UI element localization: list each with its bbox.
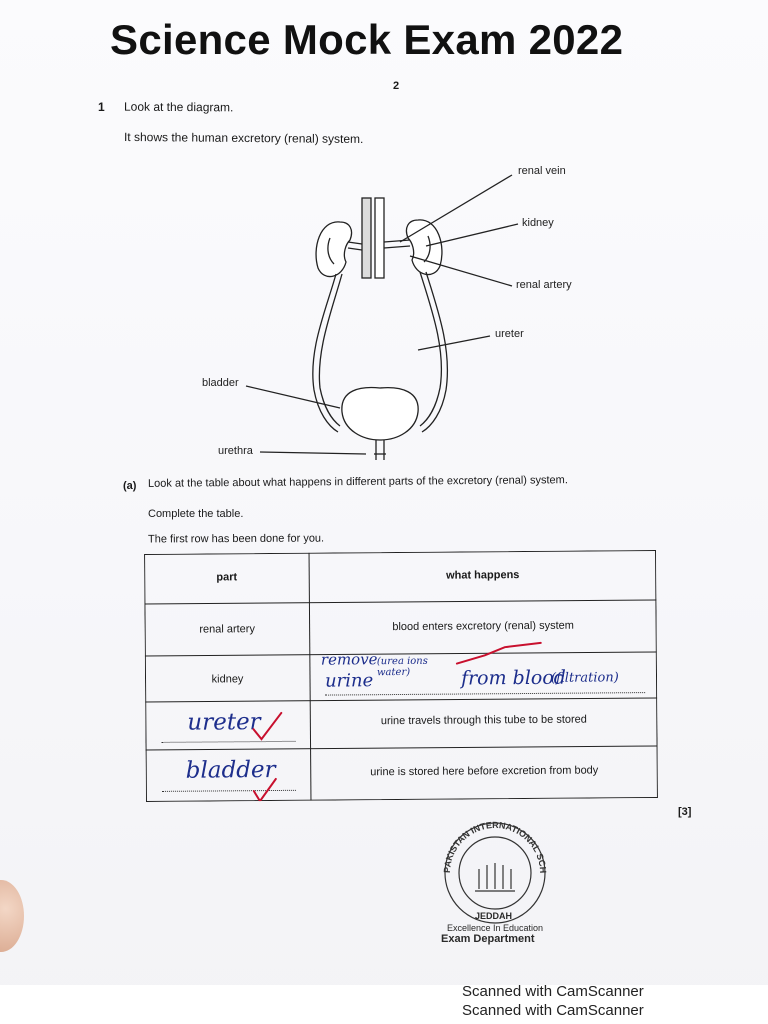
label-renal-artery: renal artery xyxy=(516,279,572,291)
handwriting-remove: remove xyxy=(320,650,378,669)
handwriting-filtration: (filtration) xyxy=(550,670,619,686)
row2-part: kidney xyxy=(211,673,244,686)
label-ureter: ureter xyxy=(495,328,524,340)
urethra-tube xyxy=(376,440,384,460)
teacher-marks xyxy=(144,550,658,802)
handwriting-urine: urine xyxy=(324,670,374,692)
part-a-text: Look at the table about what happens in different parts of the excretory (renal) system. xyxy=(147,474,568,490)
scan-border xyxy=(0,985,768,1024)
aorta xyxy=(362,198,371,278)
stamp-line-excellence: Excellence In Education xyxy=(447,923,544,933)
header-part: part xyxy=(216,571,238,584)
stamp-city: JEDDAH xyxy=(475,911,513,921)
school-stamp xyxy=(425,815,565,945)
marks-total: [3] xyxy=(678,806,692,818)
page-number: 2 xyxy=(393,80,400,92)
row4-what-happens: urine is stored here before excretion from body xyxy=(370,764,599,779)
right-ureter xyxy=(422,272,447,432)
left-ureter xyxy=(313,274,338,432)
tick-bladder-icon xyxy=(254,779,276,801)
vena-cava xyxy=(375,198,384,278)
label-renal-vein: renal vein xyxy=(518,165,566,177)
row3-what-happens: urine travels through this tube to be stored xyxy=(380,713,587,728)
label-kidney: kidney xyxy=(522,217,554,229)
camscanner-watermark-1: Scanned with CamScanner xyxy=(462,983,644,1000)
camscanner-watermark-2: Scanned with CamScanner xyxy=(462,1002,644,1019)
renal-system-diagram xyxy=(190,150,610,470)
instruction-first-row: The first row has been done for you. xyxy=(147,532,325,546)
header-what-happens: what happens xyxy=(445,569,520,582)
question-number: 1 xyxy=(98,100,105,114)
part-a-label: (a) xyxy=(123,480,137,492)
page-title: Science Mock Exam 2022 xyxy=(110,16,624,63)
question-line-2: It shows the human excretory (renal) system. xyxy=(123,129,364,147)
handwriting-bladder: bladder xyxy=(185,756,276,784)
row1-what-happens: blood enters excretory (renal) system xyxy=(392,619,574,634)
handwriting-ureter: ureter xyxy=(187,709,261,736)
label-bladder: bladder xyxy=(202,377,239,389)
instruction-complete: Complete the table. xyxy=(148,508,244,520)
left-kidney xyxy=(316,222,351,277)
bladder-shape xyxy=(342,388,418,440)
row1-part: renal artery xyxy=(199,623,255,636)
answer-table xyxy=(144,550,658,802)
label-urethra: urethra xyxy=(218,445,253,457)
handwriting-from-blood: from blood xyxy=(460,666,566,690)
tick-ureter-icon xyxy=(253,713,281,739)
question-line-1: Look at the diagram. xyxy=(123,99,234,115)
svg-text:PAKISTAN INTERNATIONAL SCHOOL: PAKISTAN INTERNATIONAL SCH xyxy=(441,819,549,874)
stamp-line-department: Exam Department xyxy=(441,933,535,945)
tick-kidney-icon xyxy=(457,643,541,664)
handwriting-urea-ions-water: (urea ions water) xyxy=(376,655,428,679)
